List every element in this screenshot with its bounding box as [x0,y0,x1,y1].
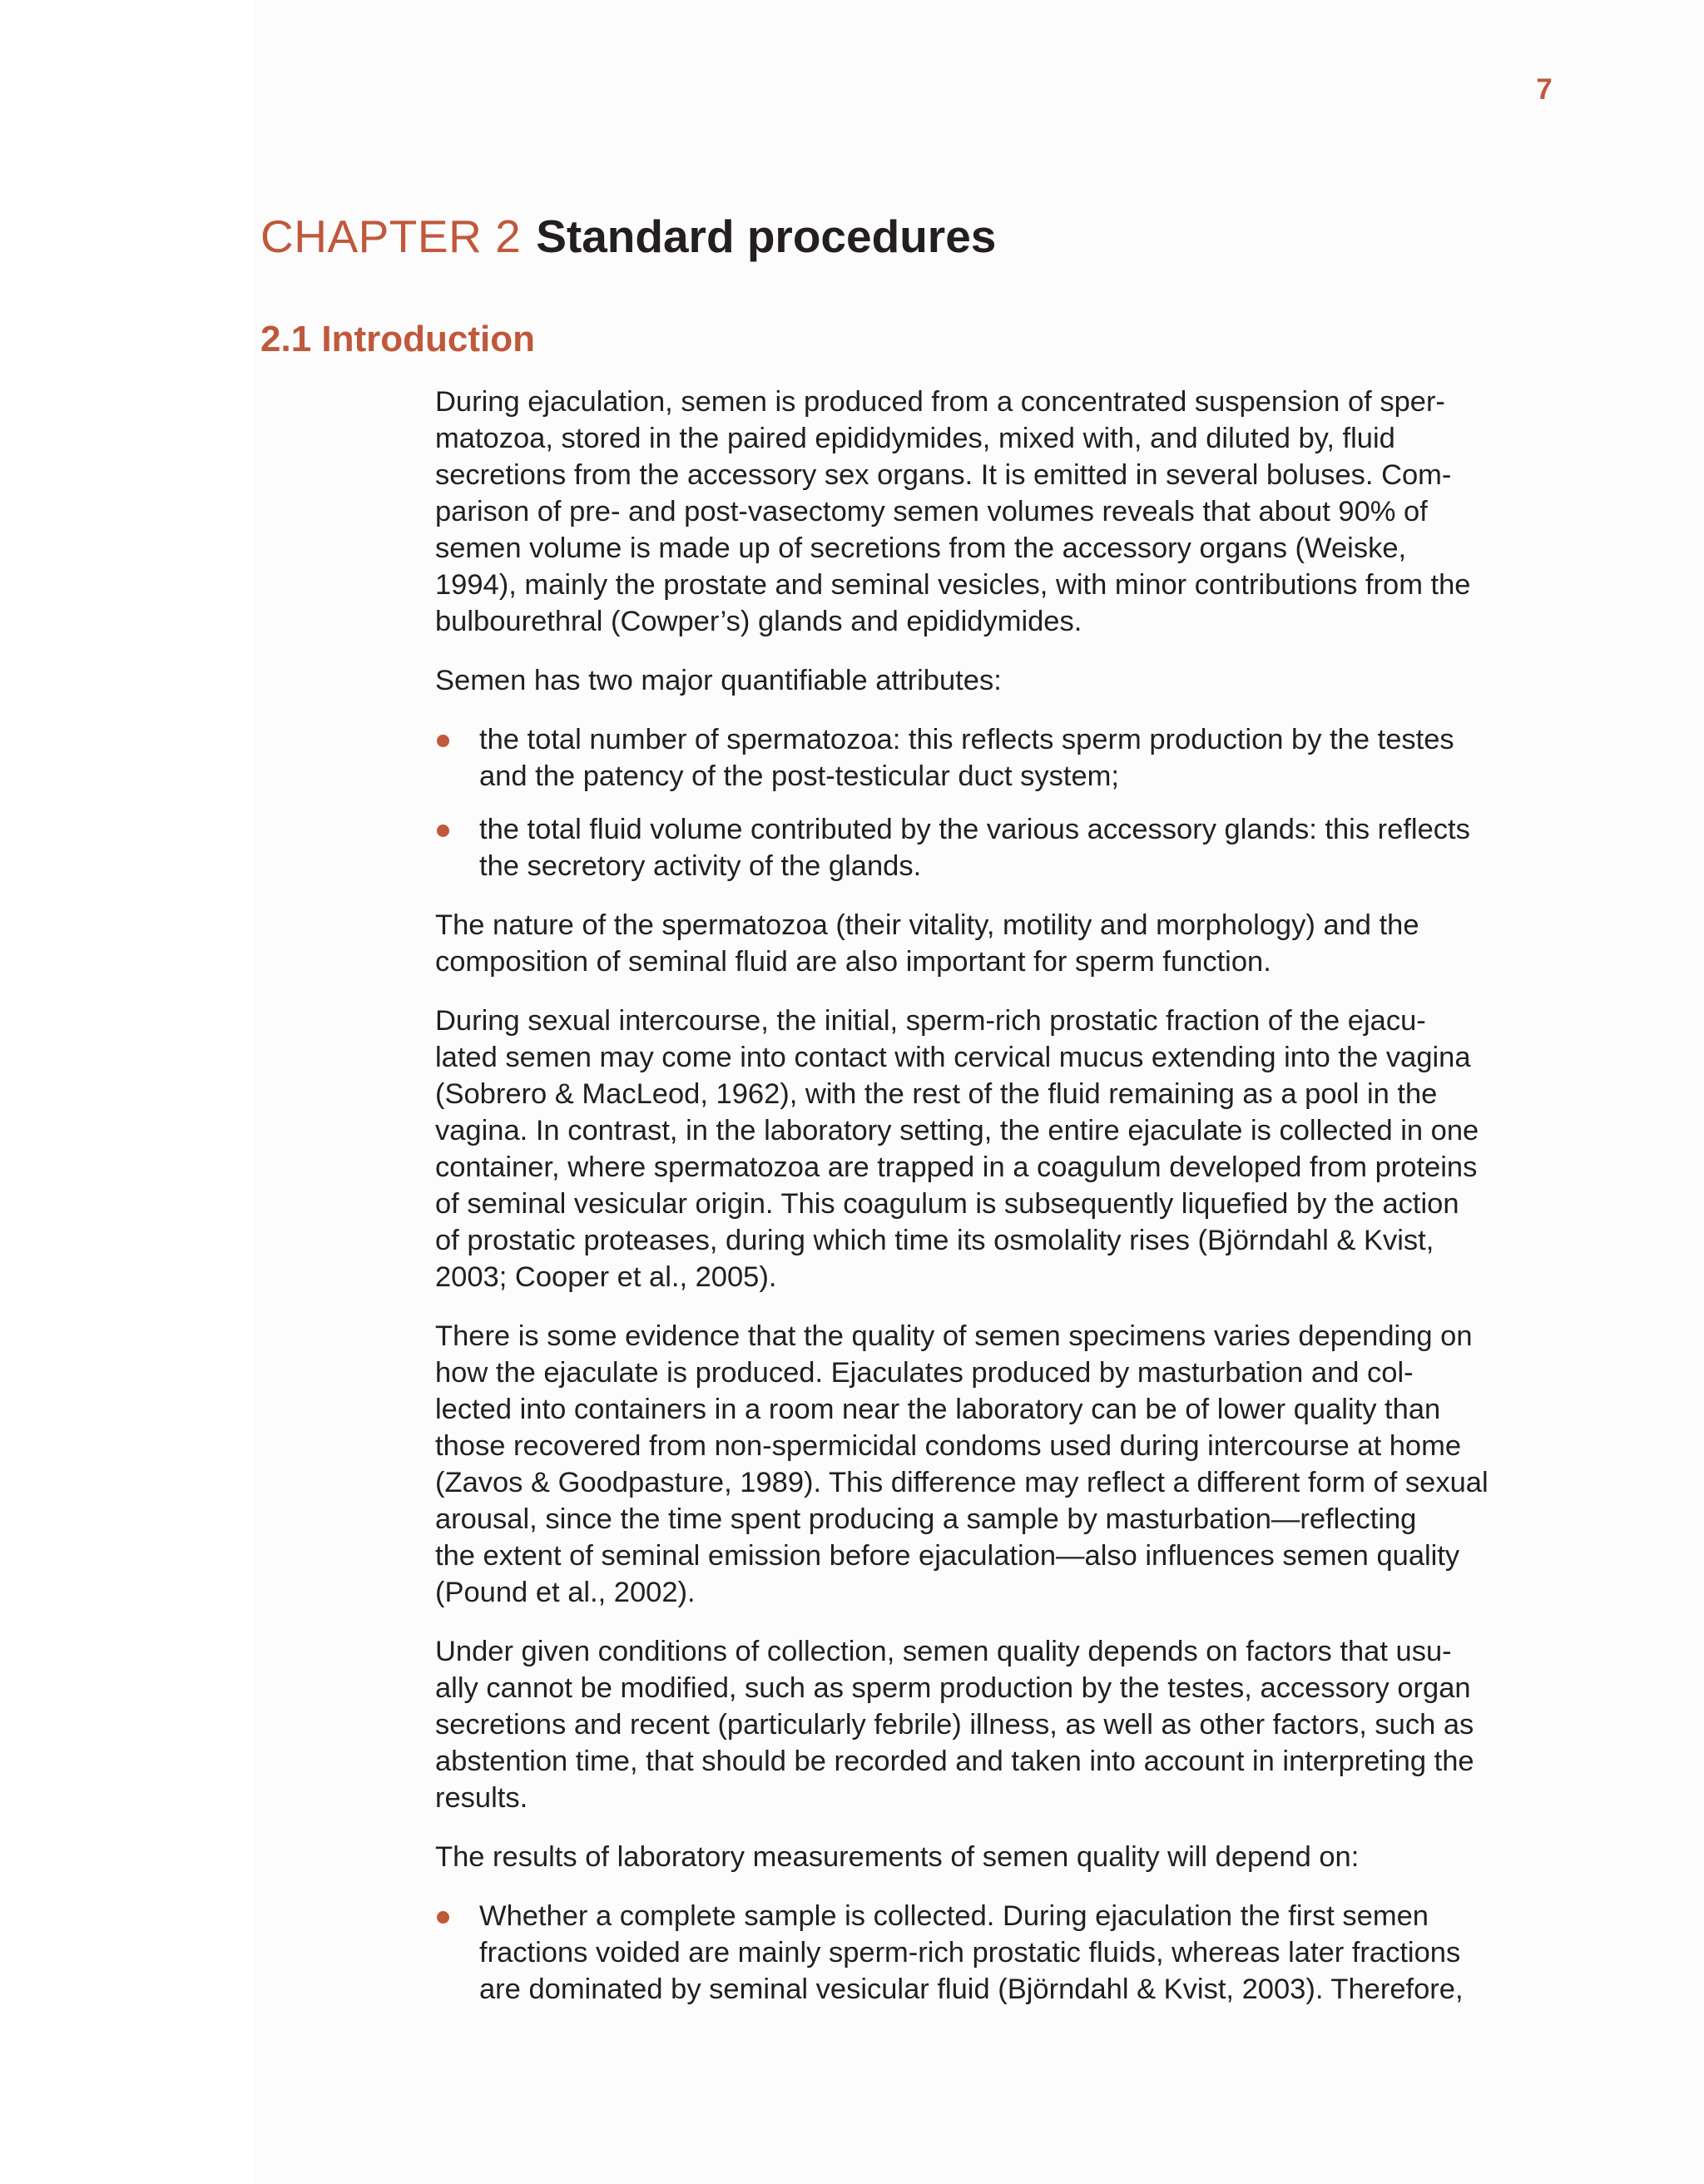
paragraph-intercourse [435,1003,1532,1295]
text-line: bulbourethral (Cowper’s) glands and epididymides. [435,606,1082,637]
text-line: of prostatic proteases, during which time its osmolality rises (Björndahl & Kvist, [435,1225,1434,1256]
paragraph-results-intro [435,1839,1532,1875]
text-line: (Pound et al., 2002). [435,1577,696,1608]
text-line: the extent of seminal emission before ejaculation—also influences semen quality [435,1540,1460,1572]
paragraph-attributes-intro [435,662,1532,699]
text-line: (Zavos & Goodpasture, 1989). This difference may reflect a different form of sexual [435,1467,1489,1498]
text-line: semen volume is made up of secretions from the accessory organs (Weiske, [435,532,1407,564]
text-line: how the ejaculate is produced. Ejaculates produced by masturbation and col- [435,1357,1414,1389]
text-line: The results of laboratory measurements of semen quality will depend on: [435,1841,1360,1873]
chapter-heading [260,206,996,266]
text-line: fractions voided are mainly sperm-rich prostatic fluids, whereas later fractions [479,1937,1461,1969]
paragraph-ejaculation [435,384,1532,640]
text-line: results. [435,1782,528,1814]
body-text [435,384,1532,2030]
text-line: During sexual intercourse, the initial, sperm-rich prostatic fraction of the ejacu- [435,1005,1426,1037]
text-line: The nature of the spermatozoa (their vitality, motility and morphology) and the [435,909,1419,941]
text-line: vagina. In contrast, in the laboratory setting, the entire ejaculate is collected in one [435,1115,1479,1146]
paragraph-evidence [435,1318,1532,1611]
list-item [435,1898,1532,2008]
text-line: lected into containers in a room near the laboratory can be of lower quality than [435,1394,1441,1425]
text-line: During ejaculation, semen is produced from a concentrated suspension of sper- [435,386,1445,418]
text-line: the secretory activity of the glands. [479,850,922,882]
text-line: parison of pre- and post-vasectomy semen volumes reveals that about 90% of [435,496,1428,527]
text-line: abstention time, that should be recorded and taken into account in interpreting the [435,1746,1474,1777]
section-heading: 2.1 Introduction [260,319,535,359]
text-line: are dominated by seminal vesicular fluid (Björndahl & Kvist, 2003). Therefore, [479,1974,1464,2005]
text-line: 2003; Cooper et al., 2005). [435,1261,777,1293]
text-line: Whether a complete sample is collected. During ejaculation the first semen [479,1900,1429,1932]
text-line: arousal, since the time spent producing a sample by masturbation—reflecting [435,1503,1417,1535]
text-line: the total fluid volume contributed by the various accessory glands: this reflects [479,814,1470,845]
bullet-icon [437,1911,449,1924]
text-line: and the patency of the post-testicular duct system; [479,760,1119,792]
page-number: 7 [1536,73,1553,106]
text-line: lated semen may come into contact with cervical mucus extending into the vagina [435,1042,1471,1073]
text-line: composition of seminal fluid are also important for sperm function. [435,946,1271,978]
list-item [435,811,1532,884]
text-line: the total number of spermatozoa: this reflects sperm production by the testes [479,724,1454,755]
bullet-icon [437,735,449,747]
paragraph-conditions [435,1633,1532,1816]
bullet-icon [437,825,449,837]
text-line: 1994), mainly the prostate and seminal vesicles, with minor contributions from the [435,569,1471,601]
text-line: secretions and recent (particularly febrile) illness, as well as other factors, such as [435,1709,1474,1741]
results-list [435,1898,1532,2008]
list-item [435,721,1532,795]
text-line: matozoa, stored in the paired epididymides, mixed with, and diluted by, fluid [435,423,1395,454]
text-line: (Sobrero & MacLeod, 1962), with the rest of the fluid remaining as a pool in the [435,1078,1438,1110]
text-line: of seminal vesicular origin. This coagulum is subsequently liquefied by the action [435,1188,1459,1220]
text-line: ally cannot be modified, such as sperm production by the testes, accessory organ [435,1672,1471,1704]
paragraph-nature [435,907,1532,980]
text-line: those recovered from non-spermicidal condoms used during intercourse at home [435,1430,1462,1462]
text-line: container, where spermatozoa are trapped in a coagulum developed from proteins [435,1151,1478,1183]
chapter-title: Standard procedures [536,210,997,262]
attributes-list [435,721,1532,884]
text-line: Semen has two major quantifiable attributes: [435,665,1002,696]
text-line: secretions from the accessory sex organs. It is emitted in several boluses. Com- [435,459,1452,491]
text-line: Under given conditions of collection, semen quality depends on factors that usu- [435,1636,1452,1667]
chapter-label: CHAPTER 2 [260,210,522,262]
text-line: There is some evidence that the quality of semen specimens varies depending on [435,1320,1473,1352]
